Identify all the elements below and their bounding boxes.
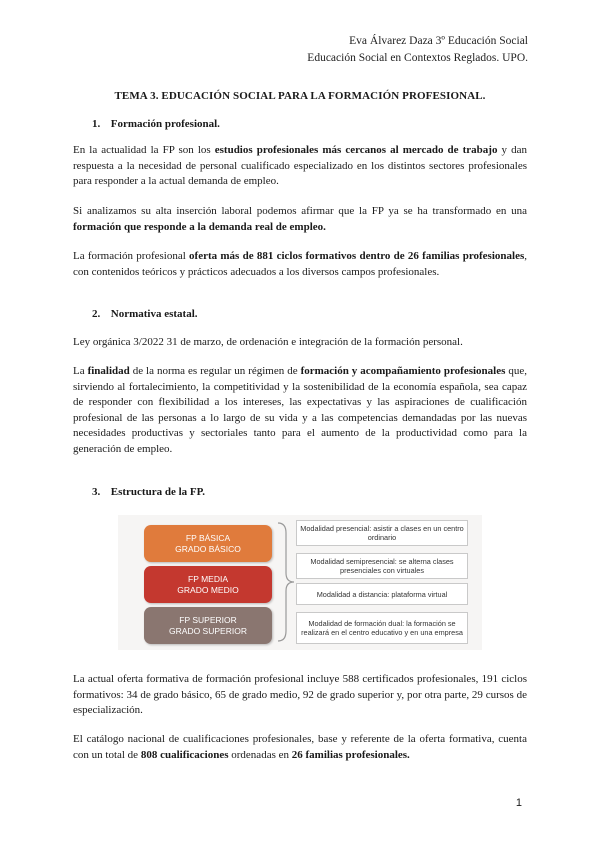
header-author-line: Eva Álvarez Daza 3º Educación Social <box>349 35 528 47</box>
section-2-paragraph-1: Ley orgánica 3/2022 31 de marzo, de ordenación e integración de la formación personal. <box>73 336 463 348</box>
section-3-paragraph-2: El catálogo nacional de cualificaciones profesionales, base y referente de la oferta formativa, cuenta con un total de 808 cualificaciones ordenadas en 26 familias profesionales. <box>73 733 527 761</box>
page-header <box>307 33 528 67</box>
section-1-title: Formación profesional. <box>110 118 220 130</box>
section-3-paragraph-1: La actual oferta formativa de formación profesional incluye 588 certificados profesionales, 191 ciclos formativos: 34 de grado básico, 65 de grado medio, 92 de grado superior y, por otra parte, 29 cursos de especialización. <box>73 673 527 717</box>
section-1-heading <box>92 118 220 130</box>
section-3-heading <box>92 486 205 498</box>
fp-superior-box: FP SUPERIOR GRADO SUPERIOR <box>144 607 272 644</box>
section-1-number: 1. <box>92 118 101 130</box>
modality-dual-box: Modalidad de formación dual: la formación se realizará en el centro educativo y en una empresa <box>296 612 468 644</box>
fp-media-box: FP MEDIA GRADO MEDIO <box>144 566 272 603</box>
fp-basica-box: FP BÁSICA GRADO BÁSICO <box>144 525 272 562</box>
header-course-line: Educación Social en Contextos Reglados. UPO. <box>307 52 528 64</box>
section-3-number: 3. <box>92 486 101 498</box>
section-1-paragraph-1: En la actualidad la FP son los estudios profesionales más cercanos al mercado de trabajo y dan respuesta a la necesidad de personal cualificado especializado en los distintos sectores profesionales para responder a la actual demanda de empleo. <box>73 144 527 188</box>
section-1-paragraph-2: Si analizamos su alta inserción laboral podemos afirmar que la FP ya se ha transformado en una formación que responde a la demanda real de empleo. <box>73 205 527 233</box>
section-1-paragraph-3: La formación profesional oferta más de 881 ciclos formativos dentro de 26 familias profesionales, con contenidos teóricos y prácticos adecuados a los diversos campos profesionales. <box>73 250 527 278</box>
section-2-title: Normativa estatal. <box>110 308 198 320</box>
bracket-connector <box>276 521 296 643</box>
document-title: TEMA 3. EDUCACIÓN SOCIAL PARA LA FORMACIÓN PROFESIONAL. <box>114 90 486 102</box>
section-2-paragraph-2: La finalidad de la norma es regular un régimen de formación y acompañamiento profesionales que, sirviendo al fortalecimiento, la competitividad y la sostenibilidad de la economía española, sea capaz de responder con flexibilidad a los intereses, las expectativas y las aspiraciones de cualificación profesional de las personas a lo largo de su vida y a las competencias demandadas por las nuevas necesidades productivas y sectoriales tanto para el aumento de la productividad como para la generación de empleo. <box>73 365 527 455</box>
modality-semipresencial-box: Modalidad semipresencial: se alterna clases presenciales con virtuales <box>296 553 468 579</box>
fp-structure-diagram <box>118 515 482 650</box>
section-3-title: Estructura de la FP. <box>110 486 206 498</box>
modality-distancia-box: Modalidad a distancia: plataforma virtual <box>296 583 468 605</box>
section-2-number: 2. <box>92 308 101 320</box>
modality-presencial-box: Modalidad presencial: asistir a clases en un centro ordinario <box>296 520 468 546</box>
page-number: 1 <box>515 797 522 809</box>
section-2-heading <box>92 308 198 320</box>
